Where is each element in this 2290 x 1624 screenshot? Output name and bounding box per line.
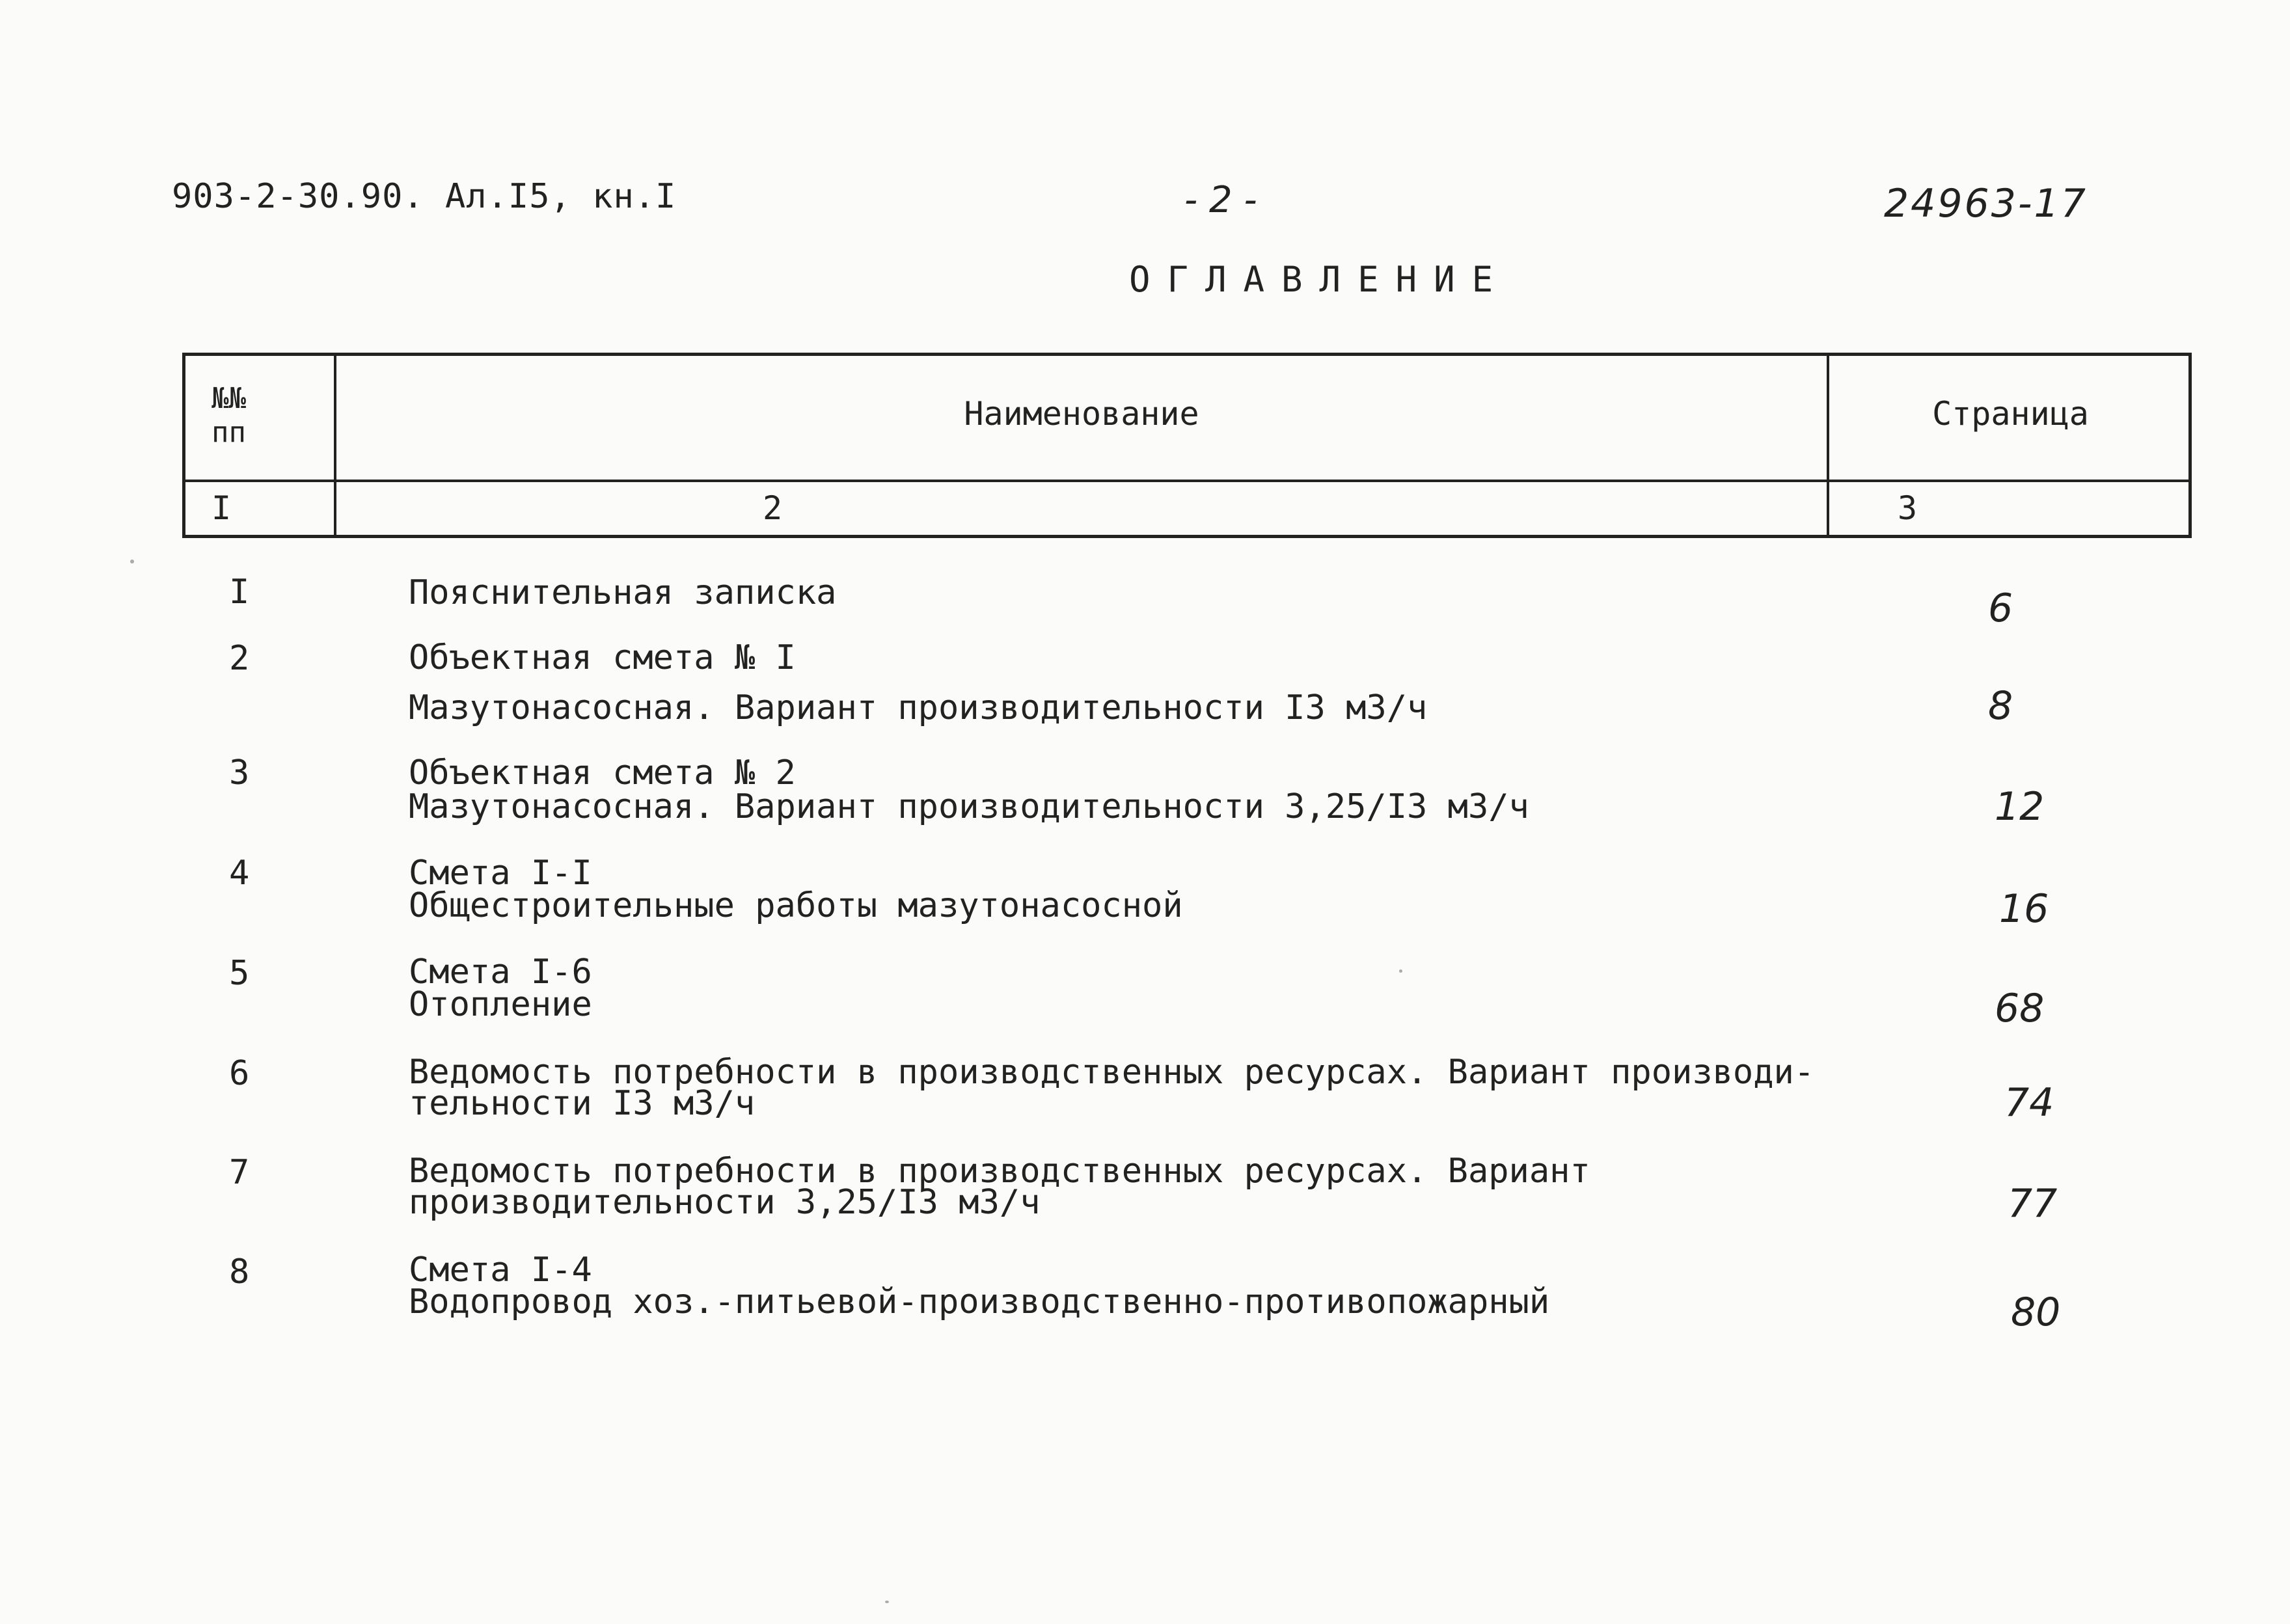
entry-line: Водопровод хоз.-питьевой-производственно-противопожарный [409,1282,1550,1321]
entry-line: Мазутонасосная. Вариант производительности I3 м3/ч [409,688,1428,727]
entry-number: 6 [229,1054,250,1093]
header-cell-name: Наименование [964,395,1199,433]
column-number-3: 3 [1897,489,1918,527]
header-cell-page: Страница [1932,395,2089,433]
entry-line: Ведомость потребности в производственных ресурсах. Вариант [409,1152,1590,1191]
header-cell-number: №№ пп [211,382,246,449]
entry-number: 2 [229,639,250,678]
entry-line: Смета I-I [409,854,592,893]
entry-line: Ведомость потребности в производственных ресурсах. Вариант производи- [409,1053,1815,1092]
entry-number: 5 [229,954,250,993]
entry-number: 3 [229,753,250,792]
entry-line: тельности I3 м3/ч [409,1084,756,1123]
entry-line: Смета I-4 [409,1251,592,1290]
page-title: ОГЛАВЛЕНИЕ [1129,259,1510,300]
column-number-1: I [211,489,232,527]
entry-page: 68 [1995,986,2045,1031]
entry-line: Объектная смета № I [409,638,796,677]
scan-speck [885,1601,889,1603]
entry-page: 6 [1988,586,2013,631]
column-number-2: 2 [762,489,783,527]
entry-page: 12 [1995,784,2045,830]
header-divider [185,480,2188,482]
entry-line: Смета I-6 [409,953,592,992]
entry-page: 8 [1988,683,2013,729]
entry-line: Отопление [409,985,592,1024]
scan-speck [1399,969,1402,973]
document-code: 903-2-30.90. Ал.I5, кн.I [172,177,677,216]
entry-page: 16 [1999,886,2049,932]
entry-number: 4 [229,854,250,893]
entry-number: 8 [229,1252,250,1292]
table-header [182,353,2192,538]
entry-number: I [229,573,250,612]
scan-speck [130,560,134,563]
page-number: - 2 - [1184,179,1257,221]
entry-number: 7 [229,1153,250,1192]
entry-page: 80 [2011,1290,2061,1335]
entry-line: Объектная смета № 2 [409,753,796,792]
archive-number: 24963-17 [1884,181,2088,226]
entry-line: Мазутонасосная. Вариант производительности 3,25/I3 м3/ч [409,787,1529,826]
entry-line: Общестроительные работы мазутонасосной [409,886,1183,925]
entry-page: 74 [2004,1080,2054,1126]
entry-page: 77 [2008,1181,2058,1226]
entry-line: Пояснительная записка [409,573,837,612]
entry-line: производительности 3,25/I3 м3/ч [409,1183,1041,1222]
